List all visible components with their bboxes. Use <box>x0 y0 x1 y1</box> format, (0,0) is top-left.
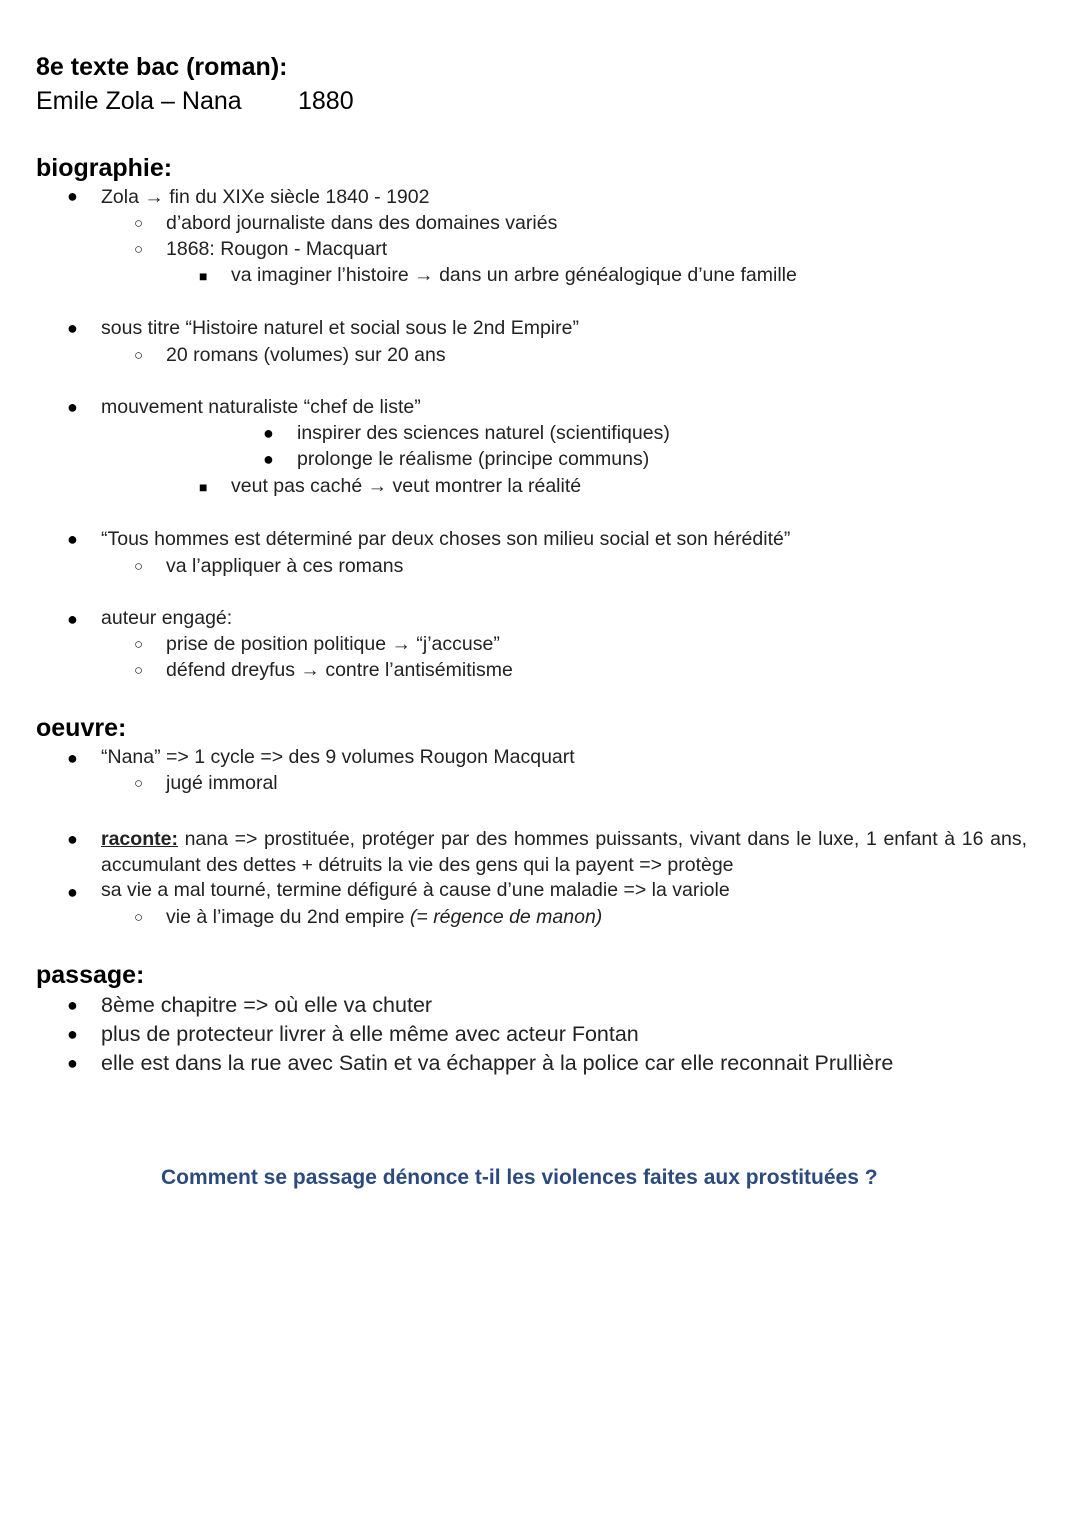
square-bullet-icon: ■ <box>199 479 208 495</box>
bullet-icon: ● <box>263 449 274 469</box>
list-item: “Tous hommes est déterminé par deux choses son milieu social et son hérédité” <box>101 528 791 550</box>
circle-bullet-icon: ○ <box>134 909 144 926</box>
author-title: Emile Zola – Nana <box>36 87 242 115</box>
raconte-text: nana => prostituée, protéger par des hommes puissants, vivant dans le luxe, 1 enfant à 16 ans, accumulant des dettes + détruits la vie des gens qui la payent => protège <box>101 828 1027 876</box>
circle-bullet-icon: ○ <box>134 241 144 258</box>
list-item-text: vie à l’image du 2nd empire <box>166 906 410 928</box>
bullet-icon: ● <box>67 1053 78 1073</box>
circle-bullet-icon: ○ <box>134 662 144 679</box>
bullet-icon: ● <box>67 995 78 1015</box>
list-item: mouvement naturaliste “chef de liste” <box>101 396 421 418</box>
bullet-icon: ● <box>67 529 78 549</box>
list-item: auteur engagé: <box>101 607 233 629</box>
list-item: d’abord journaliste dans des domaines variés <box>166 212 558 234</box>
list-item-paragraph <box>101 826 1027 878</box>
circle-bullet-icon: ○ <box>134 558 144 575</box>
section-heading-biographie: biographie: <box>36 154 173 182</box>
circle-bullet-icon: ○ <box>134 775 144 792</box>
list-item-italic: (= régence de manon) <box>409 906 603 928</box>
bullet-icon: ● <box>67 1024 78 1044</box>
document-title: 8e texte bac (roman): <box>36 53 288 81</box>
bullet-icon: ● <box>263 423 274 443</box>
list-item: va imaginer l’histoire → dans un arbre généalogique d’une famille <box>231 264 797 286</box>
bullet-icon: ● <box>67 882 78 902</box>
square-bullet-icon: ■ <box>199 268 208 284</box>
circle-bullet-icon: ○ <box>134 215 144 232</box>
list-item <box>166 906 602 929</box>
section-heading-oeuvre: oeuvre: <box>36 714 127 742</box>
publication-year: 1880 <box>298 87 354 115</box>
list-item: jugé immoral <box>166 772 278 794</box>
circle-bullet-icon: ○ <box>134 636 144 653</box>
list-item: sa vie a mal tourné, termine défiguré à cause d’une maladie => la variole <box>101 879 730 901</box>
list-item: défend dreyfus → contre l’antisémitisme <box>166 659 513 681</box>
list-item: prise de position politique → “j’accuse” <box>166 633 500 655</box>
list-item: 8ème chapitre => où elle va chuter <box>101 993 433 1017</box>
circle-bullet-icon: ○ <box>134 347 144 364</box>
list-item: plus de protecteur livrer à elle même avec acteur Fontan <box>101 1022 639 1046</box>
list-item: veut pas caché → veut montrer la réalité <box>231 475 582 497</box>
section-heading-passage: passage: <box>36 961 145 989</box>
problematique-question: Comment se passage dénonce t-il les violences faites aux prostituées ? <box>161 1166 878 1189</box>
bullet-icon: ● <box>67 397 78 417</box>
bullet-icon: ● <box>67 318 78 338</box>
list-item: 1868: Rougon - Macquart <box>166 238 388 260</box>
bullet-icon: ● <box>67 748 78 768</box>
list-item: sous titre “Histoire naturel et social sous le 2nd Empire” <box>101 317 579 339</box>
list-item: Zola → fin du XIXe siècle 1840 - 1902 <box>101 186 430 208</box>
list-item: inspirer des sciences naturel (scientifiques) <box>297 422 670 444</box>
list-item: prolonge le réalisme (principe communs) <box>297 448 650 470</box>
list-item: 20 romans (volumes) sur 20 ans <box>166 344 446 366</box>
bullet-icon: ● <box>67 186 78 206</box>
list-item: va l’appliquer à ces romans <box>166 555 404 577</box>
raconte-label: raconte: <box>101 828 178 850</box>
list-item: elle est dans la rue avec Satin et va échapper à la police car elle reconnait Prullière <box>101 1051 894 1075</box>
list-item: “Nana” => 1 cycle => des 9 volumes Rougon Macquart <box>101 746 575 768</box>
bullet-icon: ● <box>67 829 78 849</box>
bullet-icon: ● <box>67 609 78 629</box>
